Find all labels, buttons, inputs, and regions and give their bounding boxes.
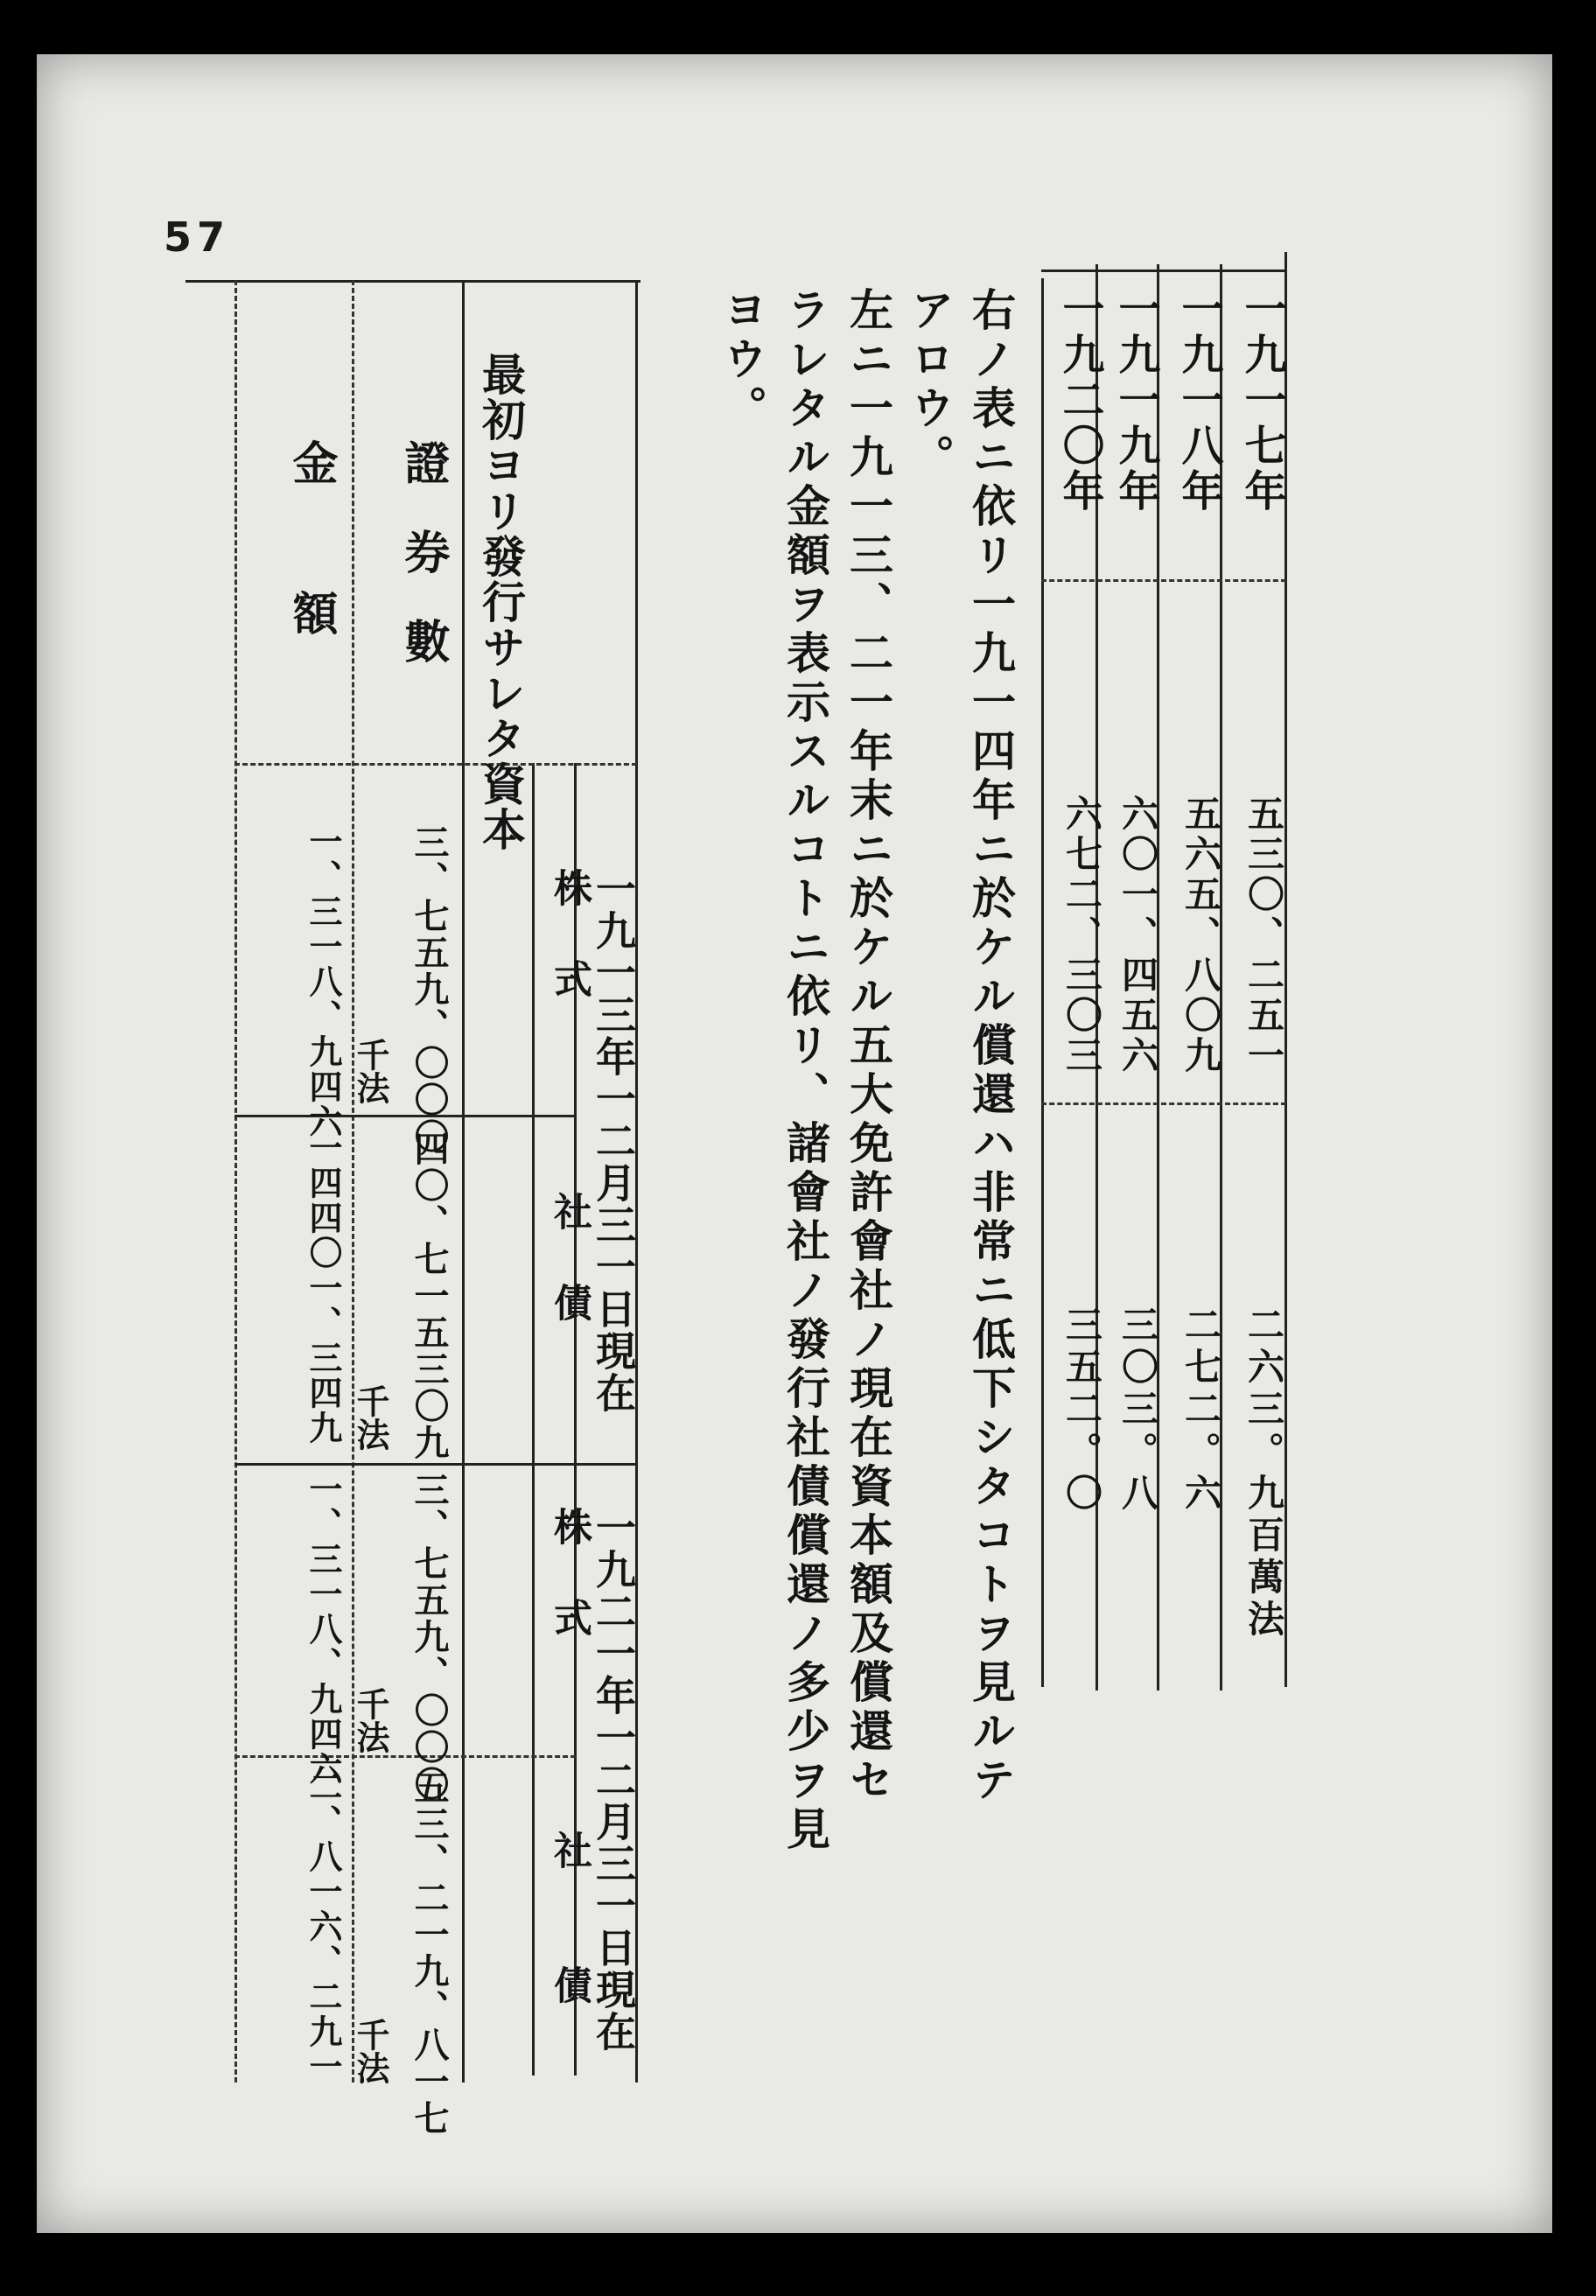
table-border-left — [234, 280, 237, 2082]
table-inner-divider — [462, 280, 465, 2082]
table-period-divider — [234, 1463, 637, 1466]
table-border-left — [1041, 278, 1044, 1687]
table-header-main: 最初ヨリ發行サレタ資本 — [475, 352, 527, 852]
paragraph-line: アロウ。 — [904, 287, 956, 483]
table-cell-value: 三五二。〇 — [1060, 1306, 1103, 1516]
table-cell-value: 二六三。九百萬法 — [1242, 1306, 1285, 1642]
table-cell-year: 一九一七年 — [1237, 287, 1286, 514]
table-cell-count: 四〇、七一五三〇九 — [409, 1130, 450, 1461]
table-cell-amount: 一四四〇一、三四九 — [304, 1130, 343, 1446]
table-cell-count: 三、七五九、〇〇〇 — [409, 1472, 450, 1802]
column-type: 株式 — [547, 1507, 592, 1689]
paragraph-line: ヨウ。 — [717, 287, 768, 434]
table-cell-count: 五三、二一九、八一七 — [409, 1769, 450, 2137]
unit-label: 千法 — [351, 2018, 390, 2084]
table-inner-divider — [352, 280, 354, 2082]
unit-label: 千法 — [351, 1687, 390, 1754]
row-label-amount: 金額 — [284, 439, 338, 740]
table-cell-value: 六〇一、四五六 — [1116, 794, 1159, 1076]
table-border-top — [186, 280, 640, 283]
unit-label: 千法 — [351, 1384, 390, 1451]
table-cell-count: 三、七五九、〇〇〇 — [409, 824, 450, 1155]
table-inner-divider — [532, 763, 535, 2076]
document-page — [37, 54, 1552, 2233]
unit-label: 千法 — [351, 1038, 390, 1104]
page-number: 57 — [164, 214, 231, 261]
table-header-divider — [1041, 579, 1286, 582]
table-cell-year: 一九一九年 — [1111, 287, 1160, 514]
table-cell-value: 五六五、八〇九 — [1180, 794, 1222, 1076]
column-type: 株式 — [547, 868, 592, 1050]
table-cell-amount: 一、三一八、九四六 — [304, 1472, 343, 1787]
table-cell-amount: 一、三一八、九四六 — [304, 824, 343, 1139]
table-cell-value: 三〇三。八 — [1116, 1306, 1159, 1516]
paragraph-line: ラレタル金額ヲ表示スルコトニ依リ、諸會社ノ發行社債償還ノ多少ヲ見 — [780, 287, 831, 1855]
table-cell-value: 五三〇、二五一 — [1242, 794, 1285, 1076]
table-cell-year: 一九一八年 — [1174, 287, 1223, 514]
paragraph-line: 右ノ表ニ依リ一九一四年ニ於ケル償還ハ非常ニ低下シタコトヲ見ルテ — [965, 287, 1017, 1806]
period-label: 一九二一年一二月三一日現在 — [590, 1507, 637, 2053]
paragraph-line: 左ニ一九一三、二一年末ニ於ケル五大免許會社ノ現在資本額及償還セ — [843, 287, 894, 1806]
table-header-divider — [234, 763, 637, 766]
row-label-count: 證券數 — [396, 439, 450, 707]
period-label: 一九一三年一二月三一日現在 — [590, 868, 637, 1414]
table-cell-value: 二七二。六 — [1180, 1306, 1222, 1516]
table-column-divider — [1041, 1102, 1286, 1105]
table-border-top — [1041, 270, 1286, 272]
table-cell-amount: 二、八一六、二九一 — [304, 1769, 343, 2084]
table-cell-year: 一九二〇年 — [1055, 287, 1104, 514]
column-type: 社債 — [547, 1830, 592, 2100]
column-type: 社債 — [547, 1192, 592, 1374]
table-cell-value: 六七二、三〇三 — [1060, 794, 1103, 1076]
